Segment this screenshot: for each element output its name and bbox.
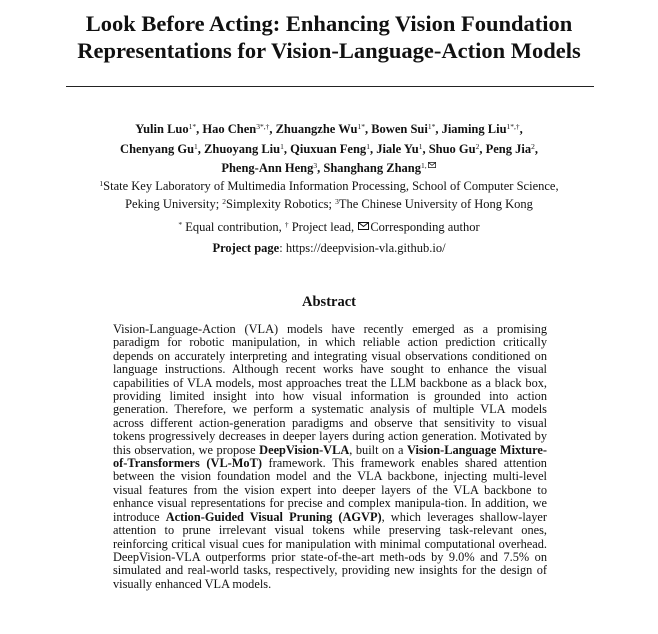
envelope-icon <box>428 162 436 168</box>
author-marks: 1 <box>366 141 370 151</box>
affiliations <box>40 178 618 213</box>
title-line-1: Look Before Acting: Enhancing Vision Foundation <box>85 11 573 36</box>
author-name: Peng Jia <box>485 141 532 156</box>
lead-mark: † <box>284 219 289 229</box>
method-name: DeepVision-VLA <box>259 442 350 457</box>
author-line-3: Pheng-Ann Heng$^3$, Shanghang Zhang$^{1,}$ <box>60 159 598 179</box>
author-name: Zhuoyang Liu <box>204 141 281 156</box>
author-marks: 1*,† <box>506 121 520 131</box>
author-notes <box>40 219 618 236</box>
author-marks: 2 <box>531 141 535 151</box>
equal-contribution-note: Equal contribution, <box>185 220 282 234</box>
author-marks: 1, <box>421 161 437 170</box>
envelope-icon <box>358 222 369 230</box>
author-list <box>60 120 598 179</box>
project-lead-note: Project lead, <box>291 220 355 234</box>
author-name: Jiale Yu <box>376 141 419 156</box>
agvp-term: Action-Guided Visual Pruning (AGVP) <box>165 509 382 524</box>
author-marks: 3*,† <box>256 121 270 131</box>
author-name: Pheng-Ann Heng <box>221 161 314 175</box>
author-line-2: Chenyang Gu$^1$, Zhuoyang Liu$^1$, Qiuxuan Feng$^1$, Jiale Yu$^1$, Shuo Gu$^2$, Peng Jia$^2$, <box>120 141 538 156</box>
title-divider <box>66 86 594 87</box>
author-marks: 1* <box>357 121 365 131</box>
affiliation-line-1: $^1$State Key Laboratory of Multimedia Information Processing, School of Computer Science, <box>99 178 559 193</box>
project-page-link[interactable]: https://deepvision-vla.github.io/ <box>285 241 446 255</box>
equal-mark: * <box>178 219 183 229</box>
author-marks: 1 <box>194 141 198 151</box>
author-name: Shuo Gu <box>428 141 476 156</box>
abstract-body: Vision-Language-Action (VLA) models have recently emerged as a promising paradigm for robotic manipulation, in which reliable action prediction critically depends on accurately interpreting and integrating visual observations conditioned on language instructions. Although recent works have sought to enhance the visual capabilities of VLA models, most approaches treat the LLM backbone as a black box, providing limited insight into how visual information is grounded into action generation. Therefore, we perform a systematic analysis of multiple VLA models across different action-generation paradigms and observe that sensitivity to visual tokens progressively decreases in deeper layers during action generation. Motivated by this observation, we propose DeepVision-VLA, built on a Vision-Language Mixture-of-Transformers (VL-MoT) framework. This framework enables shared attention between the vision foundation model and the VLA backbone, injecting multi-level visual features from the vision expert into deeper layers of the VLA backbone to enhance visual representations for precise and complex manipula-tion. In addition, we introduce Action-Guided Visual Pruning (AGVP), which leverages shallow-layer attention to prune irrelevant visual tokens while preserving task-relevant ones, reinforcing critical visual cues for manipulation with minimal computational overhead. DeepVision-VLA outperforms prior state-of-the-art meth-ods by 9.0% and 7.5% on simulated and real-world tasks, respectively, providing new insights for the design of visually enhanced VLA models. <box>113 322 547 591</box>
author-marks: 1 <box>418 141 423 151</box>
vl-mot-term: Vision-Language Mixture-of-Transformers (VL-MoT) <box>113 442 547 471</box>
abstract-heading: Abstract <box>302 294 356 310</box>
author-marks: 1* <box>188 121 197 131</box>
author-name: Shanghang Zhang <box>323 161 422 175</box>
author-name: Yulin Luo <box>135 122 189 136</box>
corresponding-author-note: Corresponding author <box>370 220 480 234</box>
project-page: Project page: https://deepvision-vla.github.io/ <box>212 241 446 255</box>
author-name: Zhuangzhe Wu <box>275 122 358 136</box>
author-line-1: Yulin Luo$^{1*}$, Hao Chen$^{3*,\dagger}$, Zhuangzhe $Wu^{1*}$, Bowen Sui$^{1*}$, Jiaming Liu$^{1*,\dagger}$, <box>135 121 523 136</box>
author-name: Qiuxuan Feng <box>290 141 367 156</box>
author-name: Jiaming Liu <box>441 122 507 136</box>
author-name: Bowen Sui <box>371 122 428 136</box>
affiliation-line-2: Peking University; $^2$Simplexity Robotics; $^3$The Chinese University of Hong Kong <box>125 196 533 211</box>
paper-title <box>20 10 638 64</box>
project-page-label: Project page <box>212 241 280 255</box>
author-name: Hao Chen <box>202 122 257 136</box>
title-line-2: Representations for Vision-Language-Action Models <box>77 38 581 63</box>
author-marks: 1* <box>427 121 436 131</box>
author-marks: 1 <box>280 141 284 151</box>
author-marks: 3 <box>313 160 318 170</box>
author-name: Chenyang Gu <box>120 141 195 156</box>
author-marks: 2 <box>475 141 480 151</box>
